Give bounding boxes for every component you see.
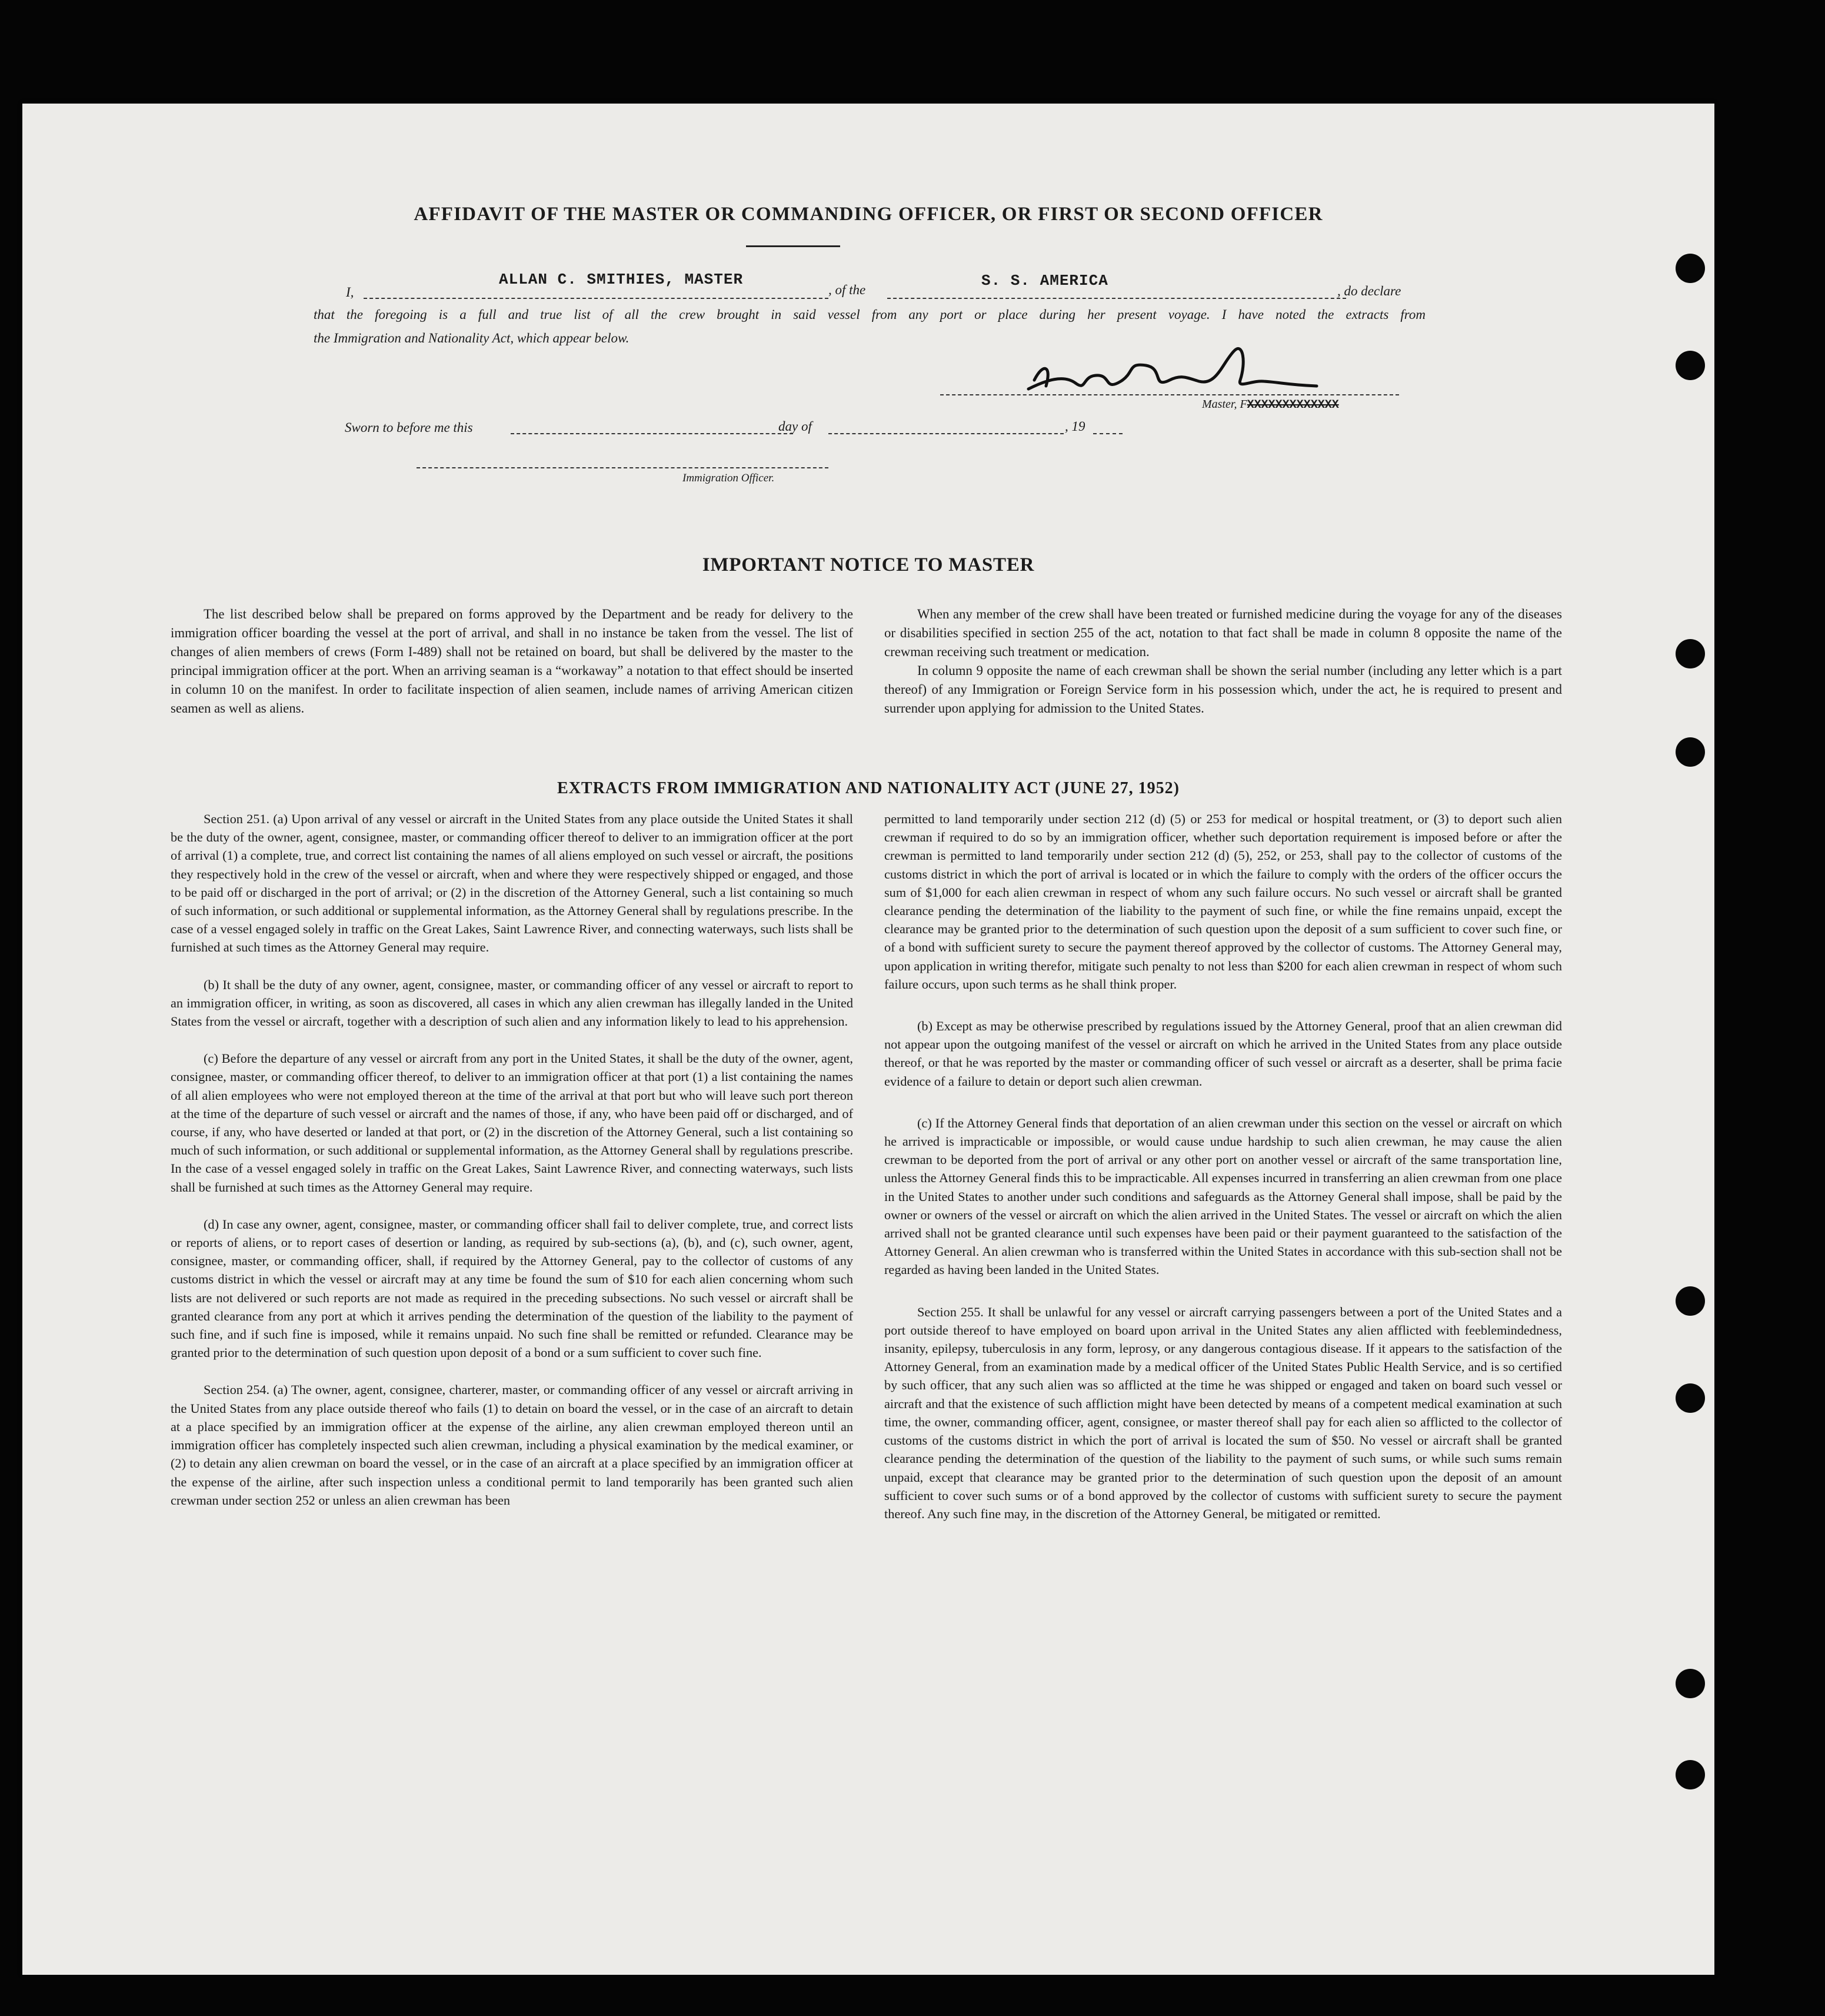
notice-left-text: The list described below shall be prepared on forms approved by the Department and be ready for delivery to the immigration officer boarding the vessel at the port of arrival, and shall in no instance be taken from the vessel. The list of changes of alien members of crews (Form I-489) shall not be retained on board, but shall be delivered by the master to the principal immigration officer at the port. When an arriving seaman is a “workaway” a notation to that effect should be inserted in column 10 on the manifest. In order to facilitate inspection of alien seamen, include names of arriving American citizen seamen as well as aliens. — [171, 607, 853, 716]
notice-title: IMPORTANT NOTICE TO MASTER — [702, 554, 1035, 575]
master-caption: Master, F — [1202, 398, 1247, 411]
name-line — [364, 298, 828, 299]
master-signature — [1011, 339, 1340, 404]
statement-line-2: the Immigration and Nationality Act, which appear below. — [314, 331, 630, 345]
vessel-name: S. S. AMERICA — [981, 272, 1108, 290]
declarant-prefix: I, — [346, 285, 354, 300]
binder-hole — [1676, 1286, 1705, 1316]
binder-hole — [1676, 1669, 1705, 1698]
master-name: ALLAN C. SMITHIES, MASTER — [499, 271, 744, 288]
extracts-title: EXTRACTS FROM IMMIGRATION AND NATIONALITY ACT (JUNE 27, 1952) — [557, 779, 1180, 797]
extracts-right-column — [884, 810, 1562, 1529]
month-line — [828, 433, 1064, 434]
notice-right — [884, 605, 1562, 718]
vessel-line — [887, 298, 1346, 299]
struck-caption: XXXXXXXXXXXXX — [1247, 398, 1339, 412]
notice-right-p1: When any member of the crew shall have been treated or furnished medicine during the voyage for any of the diseases or disabilities specified in section 255 of the act, notation to that fact shall be made in column 8 opposite the name of the crewman receiving such treatment or medication. — [884, 607, 1562, 659]
officer-caption: Immigration Officer. — [682, 472, 775, 484]
of-the-label: , of the — [828, 282, 866, 297]
section-255: Section 255. It shall be unlawful for any vessel or aircraft carrying passengers between a port of the United States and a port outside thereof to have employed on board upon arrival in the United States any alien afflicted with feeblemindedness, insanity, epilepsy, tuberculosis in any form, leprosy, or any dangerous contagious disease. If it appears to the satisfaction of the Attorney General, from an examination made by a medical officer of the United States Public Health Service, and is so certified by such officer, that any such alien was so afflicted at the time he was shipped or engaged and taken on board such vessel or aircraft and that the existence of such affliction might have been detected by means of a competent medical examination at such time, the owner, commanding officer, agent, consignee, or master thereof shall pay for each alien so afflicted to the collector of customs of the customs district in which the port of arrival is located the sum of $50. No vessel or aircraft shall be granted clearance pending the determination of the question of the liability to the payment of such sums, or while such sums remain unpaid, except that clearance may be granted prior to the determination of such question upon the deposit of an amount sufficient to cover such sums or of a bond approved by the collector of customs with sufficient surety to secure the payment thereof. Any such fine may, in the discretion of the Attorney General, be mitigated or remitted. — [884, 1304, 1562, 1521]
section-251-d: (d) In case any owner, agent, consignee, master, or commanding officer shall fail to deliver complete, true, and correct lists or reports of aliens, or to report cases of desertion or landing, as required by sub-sections (a), (b), and (c), such owner, agent, consignee, master, or commanding officer, shall, if required by the Attorney General, pay to the collector of customs of any customs district in which the vessel or aircraft may at any time be found the sum of $10 for each alien concerning whom such lists are not delivered or such reports are not made as required in the preceding subsections. No such vessel or aircraft shall be granted clearance from any port at which it arrives pending the determination of the question of the liability to the payment of such fine, and if such fine is imposed, while it remains unpaid. No such fine shall be remitted or refunded. Clearance may be granted prior to the determination of such question upon deposit of a bond or a sum sufficient to cover such fine. — [171, 1216, 853, 1360]
affidavit-title: AFFIDAVIT OF THE MASTER OR COMMANDING OFFICER, OR FIRST OR SECOND OFFICER — [414, 204, 1323, 225]
signature-caption — [1202, 398, 1339, 412]
binder-hole — [1676, 351, 1705, 380]
notice-right-p2: In column 9 opposite the name of each crewman shall be shown the serial number (including any letter which is a part thereof) of any Immigration or Foreign Service form in his possession which, under the act, he is required to present and surrender upon applying for admission to the United States. — [884, 663, 1562, 716]
notice-left — [171, 605, 853, 718]
binder-hole — [1676, 1383, 1705, 1413]
section-251-b: (b) It shall be the duty of any owner, agent, consignee, master, or commanding officer of any vessel or aircraft to report to an immigration officer, in writing, as soon as discovered, all cases in which any alien crewman has illegally landed in the United States from the vessel or aircraft, together with a description of such alien and any information likely to lead to his apprehension. — [171, 977, 853, 1029]
binder-hole — [1676, 254, 1705, 283]
form-page — [22, 104, 1714, 1975]
statement-line-1: that the foregoing is a full and true list of all the crew brought in said vessel from any port or place during her present voyage. I have noted the extracts from — [314, 307, 1426, 322]
section-254-c: (c) If the Attorney General finds that deportation of an alien crewman under this section on the vessel or aircraft on which he arrived is impracticable or impossible, or would cause undue hardship to such alien crewman, he may cause the alien crewman to be deported from the port of arrival or any other port on another vessel or aircraft of the same transportation line, unless the Attorney General finds this to be impracticable. All expenses incurred in transferring an alien crewman from one place in the United States to another under such conditions and safeguards as the Attorney General shall impose, shall be paid by the owner or owners of the vessel or aircraft on which the alien arrived in the United States. The vessel or aircraft on which the alien arrived shall not be granted clearance until such expenses have been paid or their payment guaranteed to the satisfaction of the Attorney General. An alien crewman who is transferred within the United States in accordance with this sub-section shall not be regarded as having been landed in the United States. — [884, 1115, 1562, 1278]
year-label: , 19 — [1065, 419, 1085, 434]
extracts-left-column — [171, 810, 853, 1516]
binder-hole — [1676, 737, 1705, 767]
sworn-label: Sworn to before me this — [345, 420, 473, 435]
section-251-c: (c) Before the departure of any vessel or aircraft from any port in the United States, it shall be the duty of the owner, agent, consignee, master, or commanding officer thereof, to deliver to an immigration officer at that port (1) a list containing the names of all alien employees who were not employed thereon at the time of the arrival at that port but who will leave such port thereon at the time of the departure of such vessel or aircraft and the names of those, if any, who have been paid off or discharged, and of course, if any, who have deserted or landed at that port, or (2) in the discretion of the Attorney General, such a list containing so much of such information, or such additional or supplemental information, as the Attorney General shall by regulations prescribe. In the case of a vessel engaged solely in traffic on the Great Lakes, Saint Lawrence River, and connecting waterways, such lists shall be furnished at such times as the Attorney General may require. — [171, 1051, 853, 1195]
section-254-b: (b) Except as may be otherwise prescribed by regulations issued by the Attorney General, proof that an alien crewman did not appear upon the outgoing manifest of the vessel or aircraft on which he arrived in the United States from any place outside thereof, or that he was reported by the master or commanding officer of such vessel or aircraft as a deserter, shall be prima facie evidence of a failure to detain or deport such alien crewman. — [884, 1019, 1562, 1089]
day-of-label: day of — [778, 419, 812, 434]
sworn-date-line — [511, 433, 793, 434]
title-underline — [746, 245, 840, 247]
section-251-a: Section 251. (a) Upon arrival of any vessel or aircraft in the United States from any place outside the United States it shall be the duty of the owner, agent, consignee, master, or commanding officer thereof to deliver to an immigration officer at the port of arrival (1) a complete, true, and correct list containing the names of all aliens employed on such vessel or aircraft, the positions they respectively hold in the crew of the vessel or aircraft, when and where they were respectively shipped or engaged, and those to be paid off or discharged in the port of arrival; or (2) in the discretion of the Attorney General, such a list containing so much of such information, or such additional or supplemental information, as the Attorney General shall by regulations prescribe. In the case of a vessel engaged solely in traffic on the Great Lakes, Saint Lawrence River, and connecting waterways, such lists shall be furnished at such times as the Attorney General may require. — [171, 811, 853, 955]
declare-label: , do declare — [1337, 284, 1401, 298]
year-line — [1093, 433, 1123, 434]
binder-hole — [1676, 639, 1705, 668]
section-254-a-continued: permitted to land temporarily under section 212 (d) (5) or 253 for medical or hospital treatment, or (3) to deport such alien crewman if required to do so by an immigration officer, whether such deportation requirement is imposed before or after the crewman is permitted to land temporarily under section 212 (d) (5), 252, or 253, shall pay to the collector of customs of the customs district in which the port of arrival is located or in which the failure to comply with the orders of the officer occurs the sum of $1,000 for each alien crewman in respect of whom any such failure occurs. No such vessel or aircraft shall be granted clearance pending the determination of the liability to the payment of such fine, or while the fine remains unpaid, except the clearance may be granted prior to the determination of such question upon the deposit of a sum sufficient to cover such fine, or of a bond with sufficient surety to secure the payment thereof approved by the collector of customs. The Attorney General may, upon application in writing therefor, mitigate such penalty to not less than $200 for each alien crewman in respect of whom such failure occurs, upon such terms as he shall think proper. — [884, 811, 1562, 992]
officer-signature-line — [417, 467, 828, 468]
section-254-a: Section 254. (a) The owner, agent, consignee, charterer, master, or commanding officer of any vessel or aircraft arriving in the United States from any place outside thereof who fails (1) to detain on board the vessel, or in the case of an aircraft to detain at a place specified by an immigration officer at the expense of the airline, any alien crewman employed thereon until an immigration officer has completely inspected such alien crewman, including a physical examination by the medical examiner, or (2) to detain any alien crewman on board the vessel, or in the case of an aircraft at a place specified by an immigration officer at the expense of the airline, after such inspection unless a conditional permit to land temporarily has been granted such alien crewman under section 252 or unless an alien crewman has been — [171, 1382, 853, 1508]
binder-hole — [1676, 1760, 1705, 1789]
